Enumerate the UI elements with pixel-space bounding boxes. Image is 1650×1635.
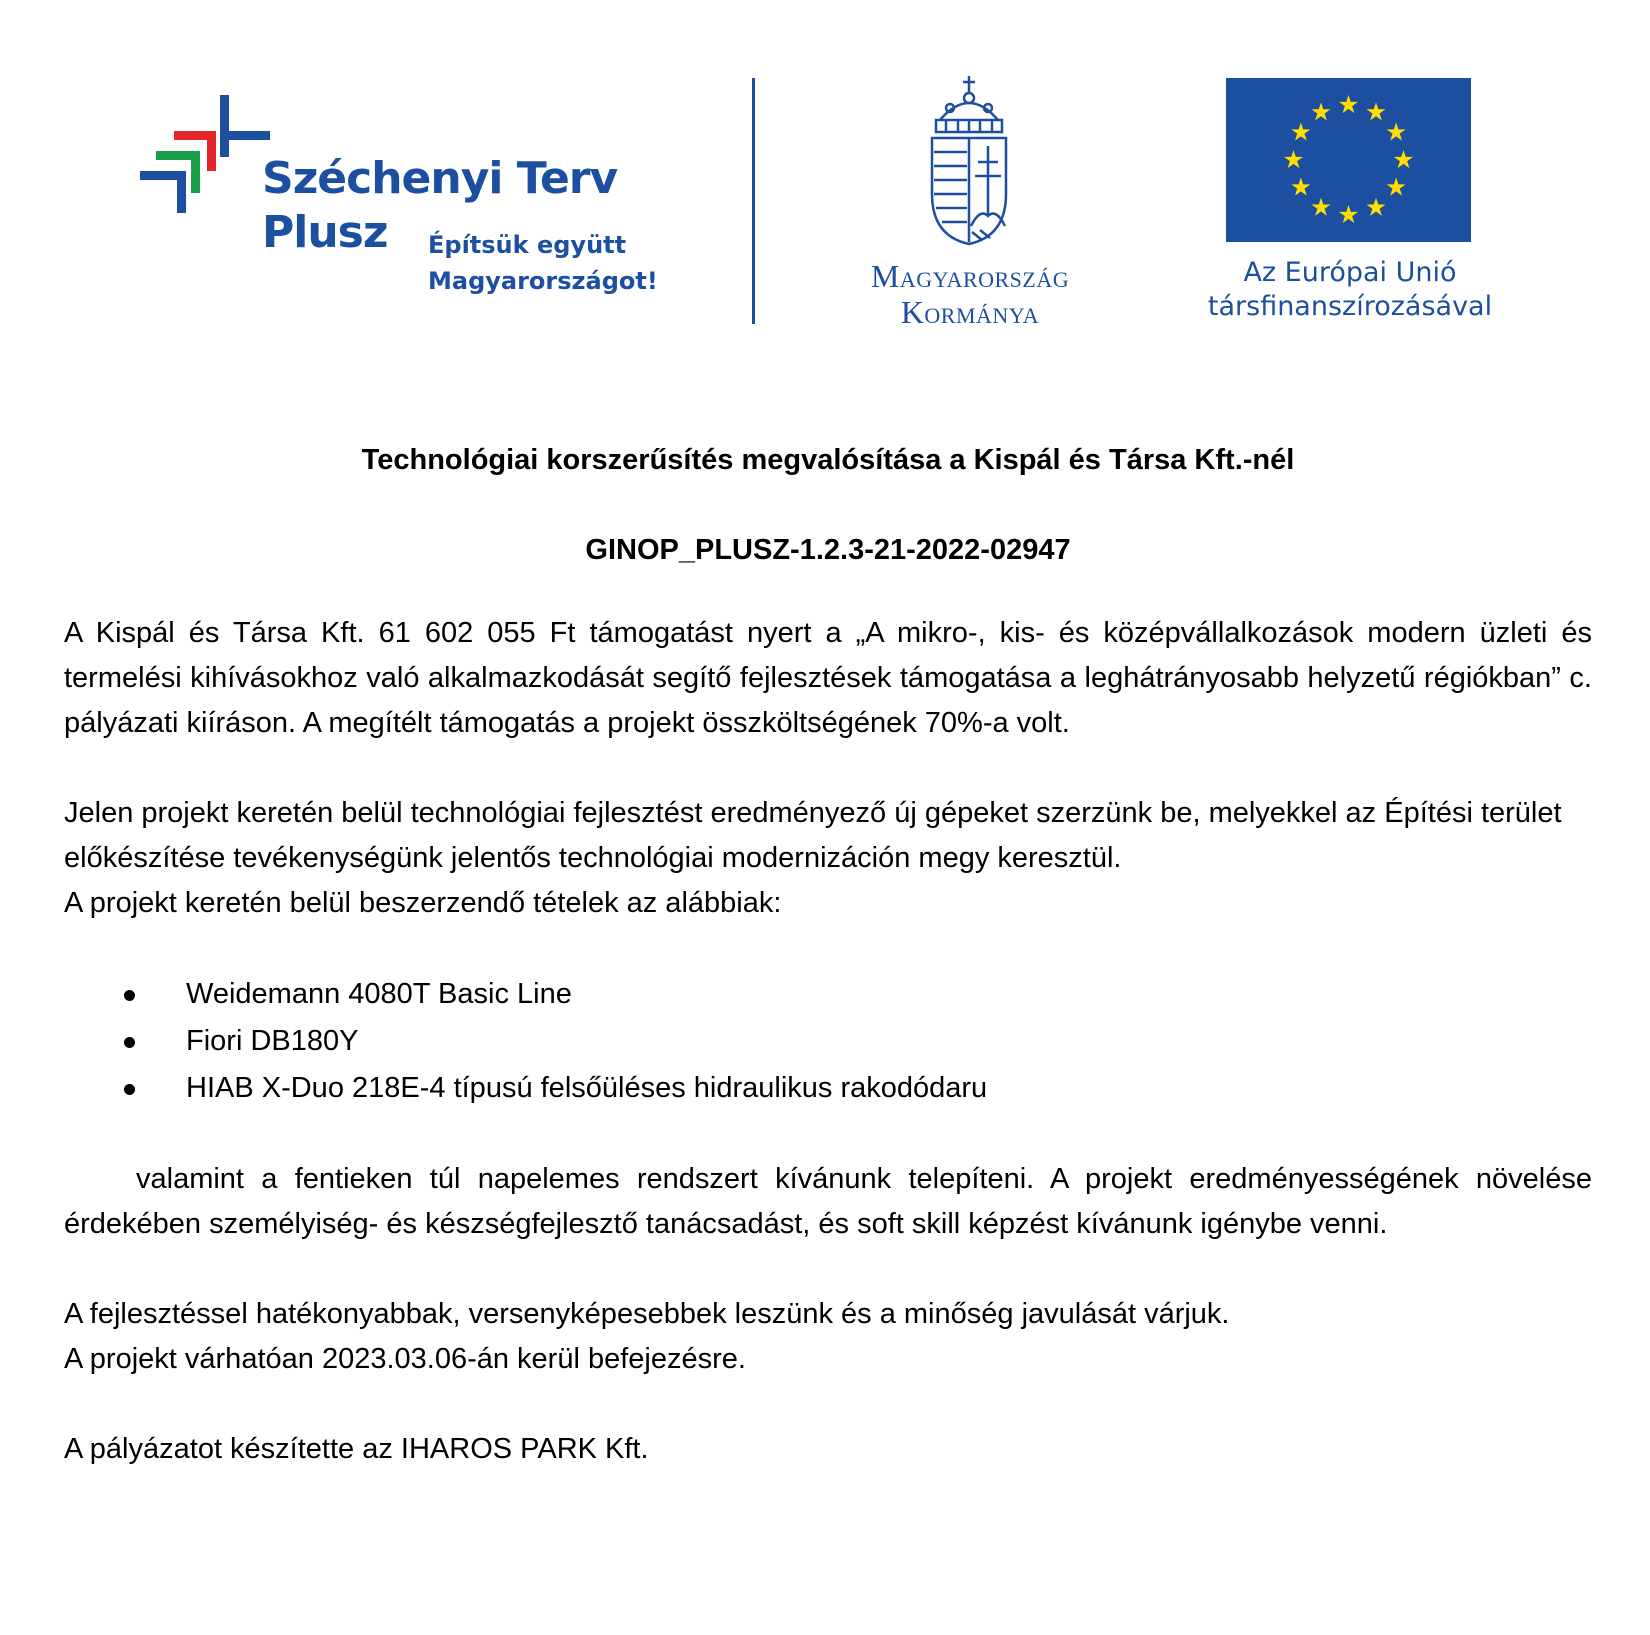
project-id: GINOP_PLUSZ-1.2.3-21-2022-02947 xyxy=(585,534,1071,566)
government-name xyxy=(820,258,1120,330)
hungarian-government-logo xyxy=(820,76,1120,336)
eu-flag-icon xyxy=(1226,78,1471,242)
szechenyi-terv-plusz-logo xyxy=(140,95,660,315)
slogan-line-1: Építsük együtt xyxy=(428,231,627,259)
paragraph-additional: valamint a fentieken túl napelemes rendszert kívánunk telepíteni. A projekt eredményességének növelése érdekében személyiség- és készségfejlesztő tanácsadást, és soft skill képzést kívánunk igénybe venni. xyxy=(64,1163,1592,1240)
bullet-icon xyxy=(124,1037,135,1048)
document-title: Technológiai korszerűsítés megvalósítása a Kispál és Társa Kft.-nél xyxy=(361,444,1295,476)
paragraph-outcome xyxy=(64,1292,1592,1382)
slogan-line-2: Magyarországot! xyxy=(428,267,658,295)
hungarian-coat-of-arms-icon xyxy=(926,76,1012,246)
list-item-text: HIAB X-Duo 218E-4 típusú felsőüléses hidraulikus rakodódaru xyxy=(186,1072,988,1104)
szechenyi-slogan xyxy=(428,227,658,299)
szechenyi-plusz: Plusz xyxy=(262,207,388,258)
eu-cofinancing-logo xyxy=(1180,78,1520,338)
government-line-1: Magyarország xyxy=(870,258,1070,294)
eu-caption xyxy=(1180,256,1520,324)
paragraph-project-line-2: A projekt keretén belül beszerzendő tételek az alábbiak: xyxy=(64,887,782,919)
paragraph-project xyxy=(64,791,1592,926)
eu-line-2: társfinanszírozásával xyxy=(1207,291,1493,322)
bullet-icon xyxy=(124,990,135,1001)
logo-header xyxy=(0,0,1650,340)
procurement-list xyxy=(64,971,1592,1112)
document-body xyxy=(64,438,1592,1472)
paragraph-grant: A Kispál és Társa Kft. 61 602 055 Ft támogatást nyert a „A mikro-, kis- és középvállalkozások modern üzleti és termelési kihívásokhoz való alkalmazkodását segítő fejlesztések támogatása a leghátrányosabb helyzetű régiókban” c. pályázati kiíráson. A megítélt támogatás a projekt összköltségének 70%-a volt. xyxy=(64,617,1592,739)
list-item-text: Fiori DB180Y xyxy=(186,1025,359,1057)
government-line-2: Kormánya xyxy=(900,294,1040,330)
paragraph-outcome-line-1: A fejlesztéssel hatékonyabbak, versenyképesebbek leszünk és a minőség javulását várjuk. xyxy=(64,1298,1230,1330)
logo-divider xyxy=(752,78,755,324)
szechenyi-title: Széchenyi Terv xyxy=(262,153,618,204)
paragraph-author: A pályázatot készítette az IHAROS PARK Kft. xyxy=(64,1433,649,1465)
eu-line-1: Az Európai Unió xyxy=(1243,257,1457,288)
list-item xyxy=(64,1018,1592,1065)
bullet-icon xyxy=(124,1084,135,1095)
paragraph-outcome-line-2: A projekt várhatóan 2023.03.06-án kerül befejezésre. xyxy=(64,1343,746,1375)
szechenyi-cross-icon xyxy=(140,95,270,225)
list-item xyxy=(64,971,1592,1018)
paragraph-project-line-1: Jelen projekt keretén belül technológiai fejlesztést eredményező új gépeket szerzünk be, melyekkel az Építési terület előkészítése tevékenységünk jelentős technológiai modernizáción megy keresztül. xyxy=(64,797,1562,874)
list-item xyxy=(64,1065,1592,1112)
list-item-text: Weidemann 4080T Basic Line xyxy=(186,978,572,1010)
